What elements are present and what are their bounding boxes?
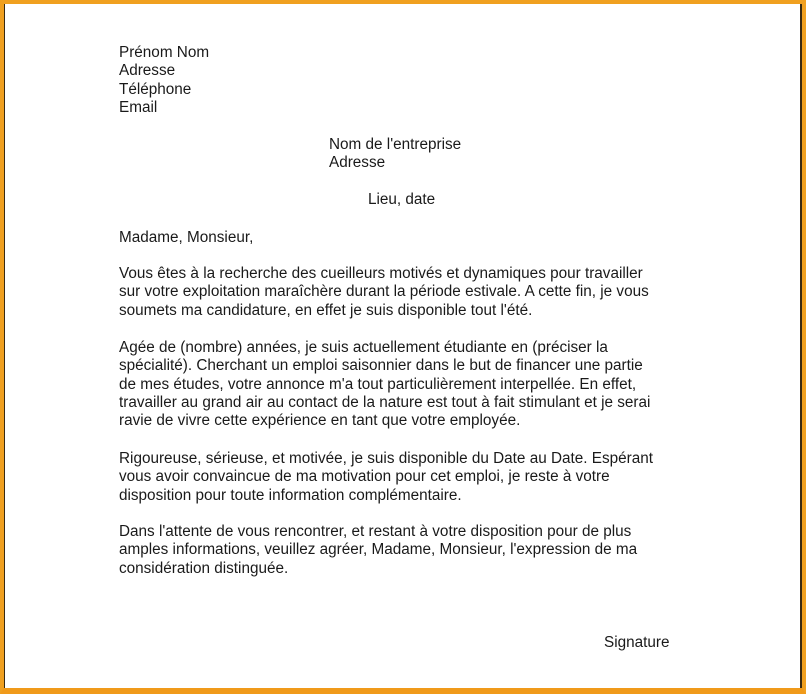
paragraph-line: vous avoir convaincue de ma motivation pour cet emploi, je reste à votre <box>119 468 610 486</box>
recipient-company: Nom de l'entreprise <box>329 136 462 153</box>
paragraph-line: disposition pour toute information complémentaire. <box>119 486 462 504</box>
sender-name: Prénom Nom <box>119 44 210 61</box>
paragraph-line: Agée de (nombre) années, je suis actuellement étudiante en (préciser la <box>119 339 608 356</box>
paragraph-line: considération distinguée. <box>119 559 289 577</box>
recipient-address: Adresse <box>329 154 386 172</box>
sender-address: Adresse <box>119 62 176 80</box>
place-date-text: Lieu, date <box>368 191 436 208</box>
salutation-text: Madame, Monsieur, <box>119 229 254 246</box>
paragraph-closing <box>119 523 637 578</box>
salutation <box>119 229 253 247</box>
paragraph-availability <box>119 450 653 505</box>
paragraph-line: spécialité). Cherchant un emploi saisonnier dans le but de financer une partie <box>119 357 643 375</box>
paragraph-line: travailler au grand air au contact de la nature est tout à fait stimulant et je serai <box>119 393 651 411</box>
sender-email: Email <box>119 98 158 116</box>
paragraph-line: de mes études, votre annonce m'a tout particulièrement interpellée. En effet, <box>119 375 637 393</box>
sender-phone: Téléphone <box>119 80 192 98</box>
signature-block <box>604 634 669 652</box>
paragraph-line: amples informations, veuillez agréer, Madame, Monsieur, l'expression de ma <box>119 541 638 559</box>
place-date <box>368 191 435 209</box>
signature-text: Signature <box>604 634 670 651</box>
paragraph-line: Vous êtes à la recherche des cueilleurs motivés et dynamiques pour travailler <box>119 265 643 282</box>
paragraph-intro <box>119 265 649 320</box>
paragraph-line: Rigoureuse, sérieuse, et motivée, je suis disponible du Date au Date. Espérant <box>119 450 653 467</box>
paragraph-profile <box>119 339 650 430</box>
paragraph-line: ravie de vivre cette expérience en tant que votre employée. <box>119 412 521 430</box>
paragraph-line: sur votre exploitation maraîchère durant la période estivale. A cette fin, je vous <box>119 283 649 301</box>
recipient-block <box>329 136 461 173</box>
paragraph-line: soumets ma candidature, en effet je suis disponible tout l'été. <box>119 301 533 319</box>
paragraph-line: Dans l'attente de vous rencontrer, et restant à votre disposition pour de plus <box>119 523 632 540</box>
sender-block <box>119 44 209 117</box>
